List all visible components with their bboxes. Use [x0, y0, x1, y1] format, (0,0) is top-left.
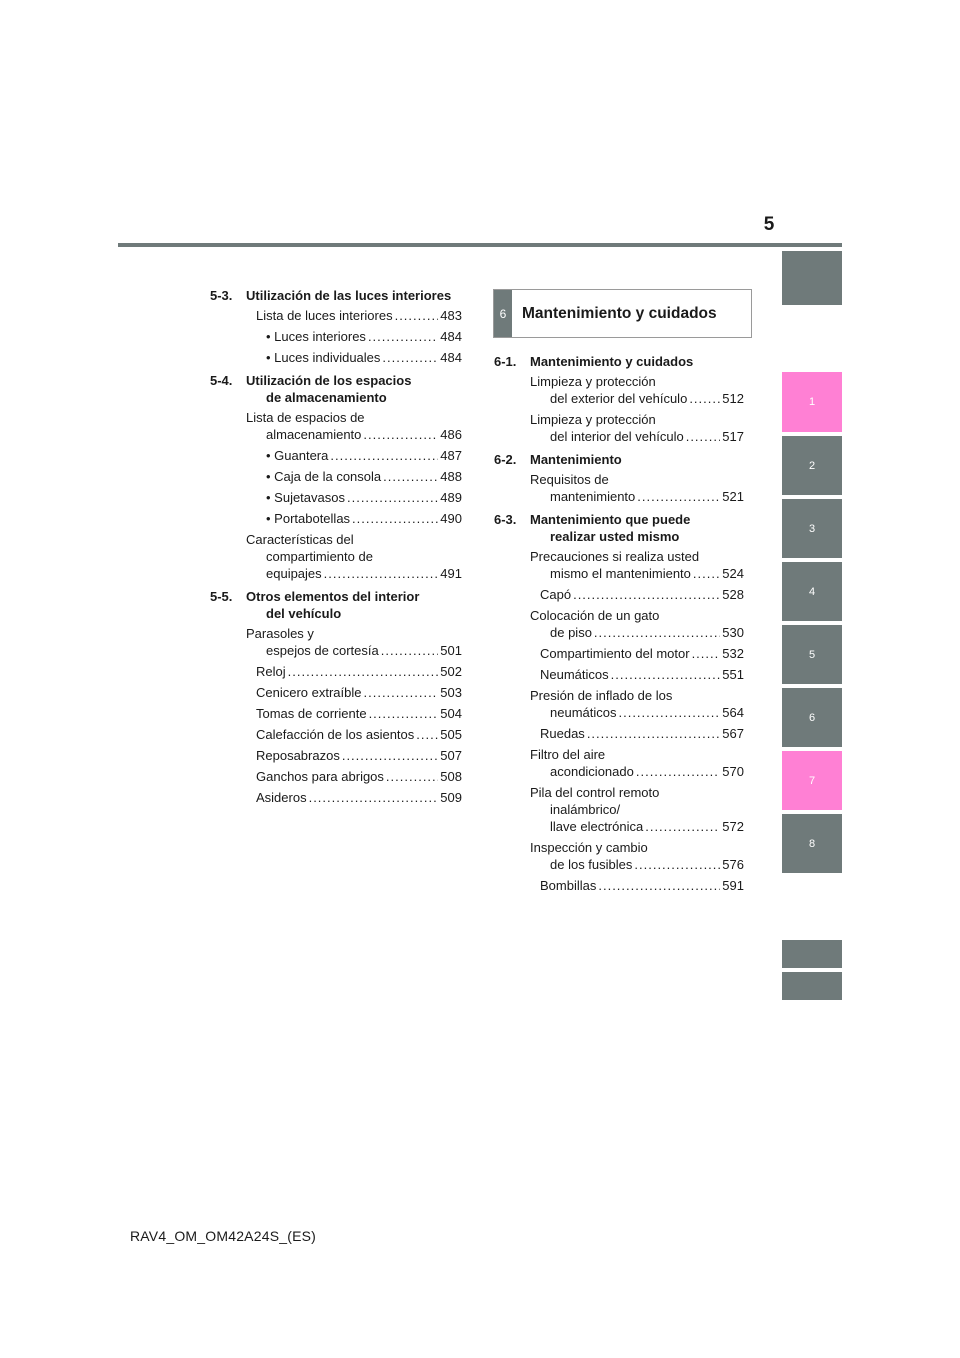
- toc-entry[interactable]: [246, 684, 462, 701]
- dot-leader: [395, 307, 439, 324]
- toc-entry[interactable]: [246, 307, 462, 324]
- entry-page: 483: [440, 308, 462, 323]
- section-title: Mantenimiento y cuidados: [530, 354, 694, 369]
- entry-page: 576: [722, 857, 744, 872]
- dot-leader: [637, 488, 720, 505]
- document-code-footer: RAV4_OM_OM42A24S_(ES): [130, 1228, 317, 1244]
- toc-entry[interactable]: [246, 531, 462, 582]
- entry-text: mantenimiento: [550, 489, 636, 504]
- entry-text: del interior del vehículo: [550, 429, 684, 444]
- dot-leader: [692, 645, 721, 662]
- entry-text: mismo el mantenimiento: [550, 566, 691, 581]
- entry-text: almacenamiento: [266, 427, 362, 442]
- entry-text-line1: Presión de inflado de los: [530, 688, 673, 703]
- entry-text: Calefacción de los asientos: [256, 727, 415, 742]
- entry-page: 512: [722, 391, 744, 406]
- entry-text: del exterior del vehículo: [550, 391, 688, 406]
- toc-entry[interactable]: [530, 548, 744, 582]
- entry-page: 524: [722, 566, 744, 581]
- toc-entry[interactable]: [530, 607, 744, 641]
- toc-entry[interactable]: [246, 705, 462, 722]
- entry-text-line2: compartimiento de: [266, 549, 373, 564]
- entry-page: 484: [440, 329, 462, 344]
- sidetab-6[interactable]: 6: [782, 688, 842, 747]
- toc-entry[interactable]: [246, 625, 462, 659]
- dot-leader: [342, 747, 438, 764]
- section-title: Mantenimiento: [530, 452, 622, 467]
- entry-text: Reposabrazos: [256, 748, 340, 763]
- section-title: Utilización de las luces interiores: [246, 288, 452, 303]
- toc-entry[interactable]: [256, 489, 462, 506]
- section-number: 6-2.: [494, 452, 517, 467]
- entry-page: 508: [440, 769, 462, 784]
- entry-page: 501: [440, 643, 462, 658]
- dot-leader: [693, 565, 720, 582]
- dot-leader: [330, 447, 438, 464]
- entry-text-line1: Requisitos de: [530, 472, 609, 487]
- entry-text-line1: Limpieza y protección: [530, 412, 656, 427]
- toc-section-5-5: [210, 588, 462, 622]
- entry-page: 521: [722, 489, 744, 504]
- entry-text: Cenicero extraíble: [256, 685, 362, 700]
- entry-text-line1: Pila del control remoto: [530, 785, 660, 800]
- section-number: 5-5.: [210, 589, 233, 604]
- entry-page: 486: [440, 427, 462, 442]
- dot-leader: [416, 726, 438, 743]
- toc-entry[interactable]: [246, 747, 462, 764]
- entry-text-line1: Características del: [246, 532, 354, 547]
- toc-entry[interactable]: [530, 687, 744, 721]
- entry-page: 532: [722, 646, 744, 661]
- chapter-sidetabs: [782, 0, 842, 1358]
- toc-section-5-3: [210, 287, 462, 304]
- dot-leader: [636, 763, 720, 780]
- sidetab-top[interactable]: [782, 251, 842, 305]
- dot-leader: [386, 768, 438, 785]
- dot-leader: [634, 856, 720, 873]
- sidetab-bottom-2[interactable]: [782, 972, 842, 1000]
- dot-leader: [598, 877, 720, 894]
- toc-entry[interactable]: [256, 447, 462, 464]
- entry-page: 503: [440, 685, 462, 700]
- toc-entry[interactable]: [530, 725, 744, 742]
- toc-section-6-1: [494, 353, 744, 370]
- toc-entry[interactable]: [530, 666, 744, 683]
- entry-text: acondicionado: [550, 764, 634, 779]
- dot-leader: [363, 426, 438, 443]
- dot-leader: [611, 666, 721, 683]
- entry-text: equipajes: [266, 566, 322, 581]
- entry-page: 489: [440, 490, 462, 505]
- entry-text-line1: Limpieza y protección: [530, 374, 656, 389]
- header-rule: [118, 243, 842, 247]
- entry-text: neumáticos: [550, 705, 617, 720]
- sidetab-4[interactable]: 4: [782, 562, 842, 621]
- entry-page: 487: [440, 448, 462, 463]
- toc-entry[interactable]: [530, 471, 744, 505]
- dot-leader: [382, 349, 438, 366]
- entry-text: Ganchos para abrigos: [256, 769, 384, 784]
- entry-text: • Portabotellas: [266, 511, 351, 526]
- entry-text: • Caja de la consola: [266, 469, 382, 484]
- entry-page: 528: [722, 587, 744, 602]
- toc-section-5-4: [210, 372, 462, 406]
- entry-page: 484: [440, 350, 462, 365]
- entry-text: • Luces interiores: [266, 329, 366, 344]
- entry-page: 509: [440, 790, 462, 805]
- entry-page: 502: [440, 664, 462, 679]
- entry-text: de los fusibles: [550, 857, 633, 872]
- toc-entry[interactable]: [256, 468, 462, 485]
- entry-text: llave electrónica: [550, 819, 644, 834]
- toc-entry[interactable]: [530, 877, 744, 894]
- entry-text: Neumáticos: [540, 667, 609, 682]
- sidetab-8[interactable]: 8: [782, 814, 842, 873]
- sidetab-1[interactable]: 1: [782, 372, 842, 432]
- dot-leader: [587, 725, 720, 742]
- entry-text-line1: Inspección y cambio: [530, 840, 648, 855]
- toc-entry[interactable]: [530, 411, 744, 445]
- chapter-header: [493, 289, 752, 338]
- toc-entry[interactable]: [256, 328, 462, 345]
- entry-text-line1: Parasoles y: [246, 626, 314, 641]
- toc-right-column: [494, 353, 744, 898]
- entry-page: 488: [440, 469, 462, 484]
- dot-leader: [645, 818, 720, 835]
- entry-text-line2: inalámbrico/: [550, 802, 621, 817]
- dot-leader: [383, 468, 438, 485]
- section-title: Otros elementos del interior del vehículo: [246, 589, 420, 621]
- toc-entry[interactable]: [530, 784, 744, 835]
- dot-leader: [594, 624, 720, 641]
- dot-leader: [689, 390, 720, 407]
- toc-section-6-3: [494, 511, 744, 545]
- dot-leader: [324, 565, 439, 582]
- section-number: 6-1.: [494, 354, 517, 369]
- entry-text: Bombillas: [540, 878, 597, 893]
- entry-page: 530: [722, 625, 744, 640]
- sidetab-bottom-1[interactable]: [782, 940, 842, 968]
- toc-entry[interactable]: [246, 789, 462, 806]
- chapter-title: Mantenimiento y cuidados: [522, 304, 717, 322]
- toc-entry[interactable]: [246, 663, 462, 680]
- dot-leader: [288, 663, 439, 680]
- dot-leader: [573, 586, 720, 603]
- dot-leader: [347, 489, 438, 506]
- entry-text: de piso: [550, 625, 592, 640]
- entry-page: 491: [440, 566, 462, 581]
- entry-text: Reloj: [256, 664, 286, 679]
- entry-text: • Luces individuales: [266, 350, 381, 365]
- dot-leader: [686, 428, 721, 445]
- entry-text-line1: Colocación de un gato: [530, 608, 660, 623]
- toc-entry[interactable]: [530, 645, 744, 662]
- entry-page: 567: [722, 726, 744, 741]
- section-title: Utilización de los espacios de almacenamiento: [246, 373, 412, 405]
- section-title: Mantenimiento que puede realizar usted mismo: [530, 512, 691, 544]
- section-number: 6-3.: [494, 512, 517, 527]
- sidetab-3[interactable]: 3: [782, 499, 842, 558]
- entry-text: Asideros: [256, 790, 307, 805]
- entry-text: • Guantera: [266, 448, 329, 463]
- entry-text-line1: Precauciones si realiza usted: [530, 549, 700, 564]
- entry-page: 505: [440, 727, 462, 742]
- dot-leader: [368, 328, 438, 345]
- entry-page: 591: [722, 878, 744, 893]
- entry-text: Compartimiento del motor: [540, 646, 690, 661]
- toc-left-column: [210, 287, 462, 810]
- entry-page: 570: [722, 764, 744, 779]
- toc-entry[interactable]: [246, 409, 462, 443]
- entry-page: 504: [440, 706, 462, 721]
- dot-leader: [381, 642, 439, 659]
- dot-leader: [618, 704, 720, 721]
- dot-leader: [369, 705, 439, 722]
- toc-entry[interactable]: [530, 373, 744, 407]
- entry-page: 564: [722, 705, 744, 720]
- entry-text-line1: Lista de espacios de: [246, 410, 365, 425]
- entry-text: Tomas de corriente: [256, 706, 367, 721]
- chapter-number: 6: [494, 290, 512, 337]
- toc-entry[interactable]: [530, 746, 744, 780]
- toc-entry[interactable]: [530, 586, 744, 603]
- sidetab-5[interactable]: 5: [782, 625, 842, 684]
- page-number: 5: [763, 214, 775, 235]
- entry-page: 507: [440, 748, 462, 763]
- entry-page: 517: [722, 429, 744, 444]
- toc-entry[interactable]: [256, 510, 462, 527]
- entry-page: 490: [440, 511, 462, 526]
- entry-text: • Sujetavasos: [266, 490, 345, 505]
- entry-page: 572: [722, 819, 744, 834]
- toc-section-6-2: [494, 451, 744, 468]
- toc-entry[interactable]: [246, 768, 462, 785]
- entry-text: Ruedas: [540, 726, 585, 741]
- dot-leader: [309, 789, 439, 806]
- entry-text: Capó: [540, 587, 572, 602]
- sidetab-7[interactable]: 7: [782, 751, 842, 810]
- toc-entry[interactable]: [246, 726, 462, 743]
- sidetab-2[interactable]: 2: [782, 436, 842, 495]
- entry-page: 551: [722, 667, 744, 682]
- entry-text-line1: Filtro del aire: [530, 747, 606, 762]
- dot-leader: [352, 510, 438, 527]
- toc-entry[interactable]: [530, 839, 744, 873]
- section-number: 5-4.: [210, 373, 233, 388]
- section-number: 5-3.: [210, 288, 233, 303]
- dot-leader: [364, 684, 439, 701]
- entry-text: espejos de cortesía: [266, 643, 379, 658]
- entry-text: Lista de luces interiores: [256, 308, 393, 323]
- toc-entry[interactable]: [256, 349, 462, 366]
